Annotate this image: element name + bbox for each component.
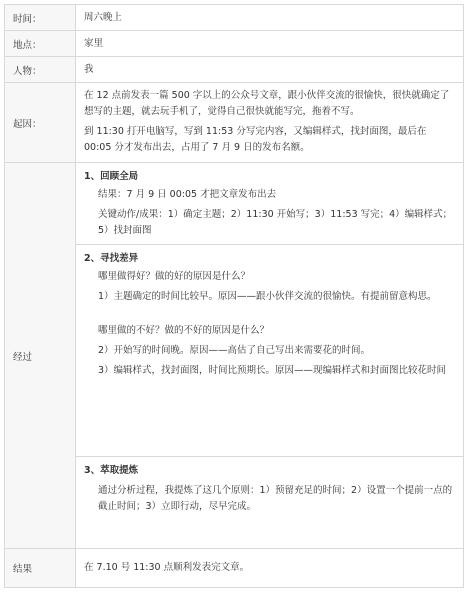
review-table <box>4 4 464 588</box>
row-cause <box>5 83 463 163</box>
row-process <box>5 163 463 549</box>
cause-paragraph-1: 在 12 点前发表一篇 500 字以上的公众号文章，跟小伙伴交流的很愉快，很快就确定了想写的主题，就去玩手机了，觉得自己很快就能写完，拖着不写。 <box>84 90 450 117</box>
diff-answer-bad-1: 2）开始写的时间晚。原因——高估了自己写出来需要花的时间。 <box>98 345 371 356</box>
row-time <box>5 5 463 31</box>
cause-value <box>76 83 463 162</box>
section-review-title: 1、回顾全局 <box>84 171 139 182</box>
row-person <box>5 57 463 83</box>
diff-answer-good: 1）主题确定的时间比较早。原因——跟小伙伴交流的很愉快。有提前留意构思。 <box>98 291 437 302</box>
section-review <box>76 163 463 245</box>
cause-paragraph-2: 到 11:30 打开电脑写，写到 11:53 分写完内容，又编辑样式，找封面图，最后在 00:05 分才发布出去，占用了 7 月 9 日的发布名额。 <box>84 126 427 153</box>
diff-question-good: 哪里做得好？做的好的原因是什么？ <box>98 271 251 282</box>
place-value: 家里 <box>84 37 104 49</box>
row-place <box>5 31 463 57</box>
diff-question-bad: 哪里做的不好？做的不好的原因是什么？ <box>98 325 270 336</box>
diff-answer-bad-2: 3）编辑样式，找封面图，时间比预期长。原因——现编辑样式和封面图比较花时间 <box>98 365 447 376</box>
section-extract-title: 3、萃取提炼 <box>84 465 139 476</box>
section-extract <box>76 457 463 548</box>
section-diff <box>76 245 463 457</box>
cause-label: 起因： <box>5 83 76 162</box>
process-label: 经过 <box>5 163 76 548</box>
row-result <box>5 549 463 587</box>
section-extract-text: 通过分析过程，我提炼了这几个原则：1）预留充足的时间；2）设置一个提前一点的截止时间；3）立即行动，尽早完成。 <box>98 485 453 512</box>
result-value: 在 7.10 号 11:30 点顺利发表完文章。 <box>84 562 250 573</box>
person-value: 我 <box>84 63 94 75</box>
section-diff-title: 2、寻找差异 <box>84 253 139 264</box>
section-review-result: 结果：7 月 9 日 00:05 才把文章发布出去 <box>98 189 277 200</box>
time-label: 时间： <box>5 5 76 30</box>
person-label: 人物： <box>5 57 76 82</box>
time-value: 周六晚上 <box>84 11 123 23</box>
place-label: 地点： <box>5 31 76 56</box>
process-value <box>76 163 463 548</box>
section-review-actions: 关键动作/成果：1）确定主题；2）11:30 开始写；3）11:53 写完；4）编辑样式；5）找封面图 <box>98 209 453 236</box>
result-label: 结果 <box>5 549 76 587</box>
